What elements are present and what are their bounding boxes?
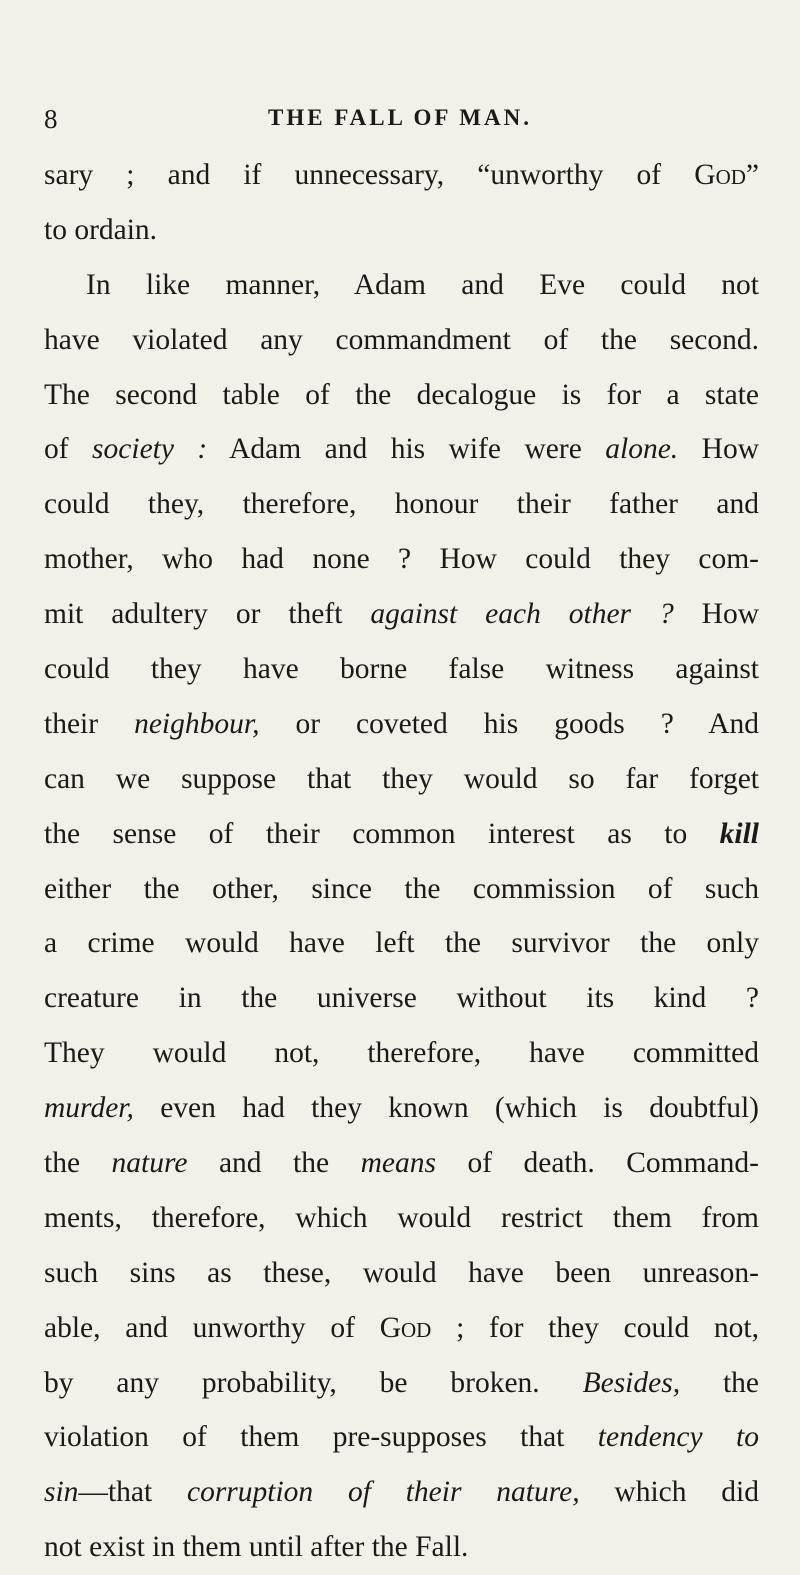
text-line (44, 477, 759, 532)
text-run: the (680, 1366, 760, 1399)
italic-text: society : (92, 433, 208, 466)
text-line (44, 971, 759, 1026)
text-run: not exist in them until after the Fall. (44, 1531, 469, 1564)
text-run: of death. Command- (435, 1147, 759, 1180)
italic-text: murder, (44, 1092, 134, 1125)
text-line (44, 1465, 759, 1520)
italic-text: sin (44, 1476, 79, 1509)
text-run: their (44, 707, 135, 740)
italic-text: alone. (605, 433, 679, 466)
text-run: How (673, 598, 760, 631)
text-line (44, 697, 759, 752)
text-run: —that (78, 1476, 187, 1509)
text-run: of (44, 433, 93, 466)
text-run: and the (187, 1147, 361, 1180)
body-text (44, 148, 759, 1575)
text-run: either the other, since the commission of such (44, 872, 759, 905)
text-line (44, 1026, 759, 1081)
text-line (44, 807, 759, 862)
page-header (0, 0, 800, 140)
text-run: such sins as these, would have been unreason- (44, 1256, 759, 1289)
text-run: creature in the universe without its kind ? (44, 982, 759, 1015)
text-line (44, 1136, 759, 1191)
text-line (44, 1081, 759, 1136)
page-number: 8 (44, 104, 58, 134)
text-run: a crime would have left the survivor the only (44, 927, 759, 960)
text-run: have violated any commandment of the second. (44, 323, 759, 356)
text-run: mother, who had none ? How could they com- (44, 543, 759, 576)
text-line (44, 1301, 759, 1356)
text-run: by any probability, be broken. (44, 1366, 583, 1399)
italic-text: against each other ? (370, 598, 674, 631)
text-run: The second table of the decalogue is for a state (44, 378, 759, 411)
small-caps-text: God (379, 1311, 432, 1344)
text-run: ; for they could not, (431, 1311, 759, 1344)
text-line (44, 752, 759, 807)
italic-text: corruption of their nature, (186, 1476, 580, 1509)
text-run: sary ; and if unnecessary, “unworthy of (44, 159, 695, 191)
italic-text: means (360, 1147, 436, 1180)
text-line (44, 148, 759, 203)
text-run: ments, therefore, which would restrict them from (44, 1201, 759, 1234)
text-run: mit adultery or theft (44, 598, 371, 631)
italic-text: neighbour, (134, 707, 260, 740)
text-line (44, 587, 759, 642)
text-line (44, 916, 759, 971)
text-run: to ordain. (44, 213, 158, 246)
text-run: Adam and his wife were (207, 433, 606, 466)
text-line (44, 313, 759, 368)
text-run: How (678, 433, 760, 466)
text-run: In like manner, Adam and Eve could not (86, 268, 759, 301)
text-run: can we suppose that they would so far forget (44, 762, 759, 795)
text-run: They would not, therefore, have committed (44, 1037, 759, 1070)
text-run: the sense of their common interest as to (44, 817, 720, 850)
text-run: the (44, 1147, 112, 1180)
italic-text: Besides, (582, 1366, 681, 1399)
bold-italic-text: kill (719, 817, 759, 850)
text-line (44, 1520, 759, 1575)
small-caps-text: God (694, 159, 746, 191)
text-line (44, 1410, 759, 1465)
italic-text: nature (111, 1147, 188, 1180)
text-line (44, 532, 759, 587)
italic-text: tendency to (597, 1421, 759, 1454)
text-run: even had they known (which is doubtful) (133, 1092, 759, 1125)
text-run: could they have borne false witness against (44, 653, 759, 686)
text-run: ” (745, 159, 759, 191)
text-run: could they, therefore, honour their father and (44, 488, 759, 521)
text-run: or coveted his goods ? And (259, 707, 759, 740)
text-line (44, 862, 759, 917)
text-line (44, 1356, 759, 1411)
text-run: violation of them pre-supposes that (44, 1421, 598, 1454)
text-line (44, 1246, 759, 1301)
text-line (44, 258, 759, 313)
running-title: THE FALL OF MAN. (268, 105, 532, 130)
text-line (44, 422, 759, 477)
text-line (44, 1191, 759, 1246)
text-line (44, 203, 759, 258)
text-run: able, and unworthy of (44, 1311, 380, 1344)
text-line (44, 368, 759, 423)
text-line (44, 642, 759, 697)
text-run: which did (579, 1476, 759, 1509)
